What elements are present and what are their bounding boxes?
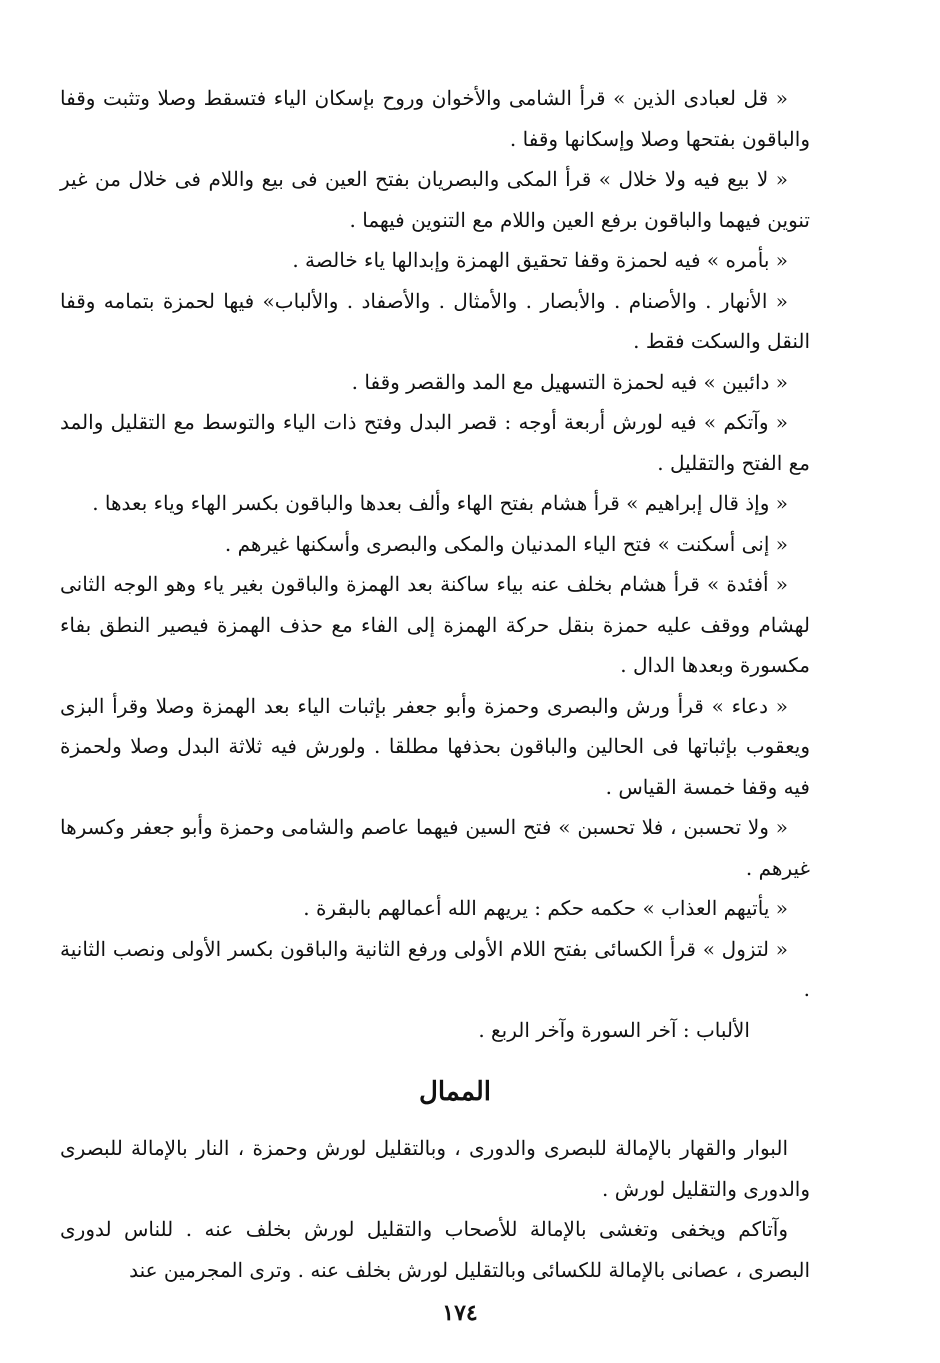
paragraph-4: « الأنهار . والأصنام . والأبصار . والأمثال . والأصفاد . والألباب» فيها لحمزة بتمامه وقفا النقل والسكت فقط . <box>60 288 810 353</box>
page-number: ١٧٤ <box>442 1300 478 1326</box>
paragraph-5: « دائبين » فيه لحمزة التسهيل مع المد والقصر وقفا . <box>351 369 788 394</box>
paragraph-6: « وآتكم » فيه لورش أربعة أوجه : قصر البدل وفتح ذات الياء والتوسط مع التقليل والمد مع الفتح والتقليل . <box>60 410 810 475</box>
paragraph-3: « بأمره » فيه لحمزة وقفا تحقيق الهمزة وإبدالها ياء خالصة . <box>292 248 788 272</box>
section-paragraph-2: وآتاكم ويخفى وتغشى بالإمالة للأصحاب والتقليل لورش بخلف عنه . للناس لدورى البصرى ، عصانى بالإمالة للكسائى وبالتقليل لورش بخلف عنه . وترى المجرمين عند <box>60 1217 810 1282</box>
paragraph-12: « يأتيهم العذاب » حكمه حكم : يريهم الله أعمالهم بالبقرة . <box>303 896 788 920</box>
closing-line: الألباب : آخر السورة وآخر الربع . <box>478 1017 750 1042</box>
paragraph-2: « لا بيع فيه ولا خلال » قرأ المكى والبصريان بفتح العين فى بيع واللام فى خلال من غير تنوين فيهما والباقون برفع العين واللام مع التنوين فيهما . <box>60 167 810 232</box>
paragraph-7: « وإذ قال إبراهيم » قرأ هشام بفتح الهاء وألف بعدها والباقون بكسر الهاء وياء بعدها . <box>92 491 788 515</box>
paragraph-13: « لتزول » قرأ الكسائى بفتح اللام الأولى ورفع الثانية والباقون بكسر الأولى ونصب الثانية . <box>60 936 810 1001</box>
main-text-block <box>60 78 810 1050</box>
paragraph-9: « أفئدة » قرأ هشام بخلف عنه بياء ساكنة بعد الهمزة والباقون بغير ياء وهو الوجه الثانى لهشام ووقف عليه حمزة بنقل حركة الهمزة إلى الفاء مع حذف الهمزة فيصير النطق بفاء مكسورة وبعدها الدال . <box>60 572 810 677</box>
paragraph-1: « قل لعبادى الذين » قرأ الشامى والأخوان وروح بإسكان الياء فتسقط وصلا وتثبت وقفا والباقون بفتحها وصلا وإسكانها وقفا . <box>60 86 810 151</box>
paragraph-8: « إنى أسكنت » فتح الياء المدنيان والمكى والبصرى وأسكنها غيرهم . <box>224 531 788 556</box>
paragraph-10: « دعاء » قرأ ورش والبصرى وحمزة وأبو جعفر بإثبات الياء بعد الهمزة وصلا وقرأ البزى ويعقوب بإثباتها فى الحالين والباقون بحذفها مطلقا . ولورش فيه ثلاثة البدل وصلا ولحمزة فيه وقفا خمسة القياس . <box>60 693 810 799</box>
section-text-block <box>60 1128 810 1290</box>
section-heading: الممال <box>418 1077 492 1107</box>
paragraph-11: « ولا تحسبن ، فلا تحسبن » فتح السين فيهما عاصم والشامى وحمزة وأبو جعفر وكسرها غيرهم . <box>60 815 810 880</box>
section-paragraph-1: البوار والقهار بالإمالة للبصرى والدورى ، وبالتقليل لورش وحمزة ، النار بالإمالة للبصرى والدورى والتقليل لورش . <box>60 1136 810 1201</box>
